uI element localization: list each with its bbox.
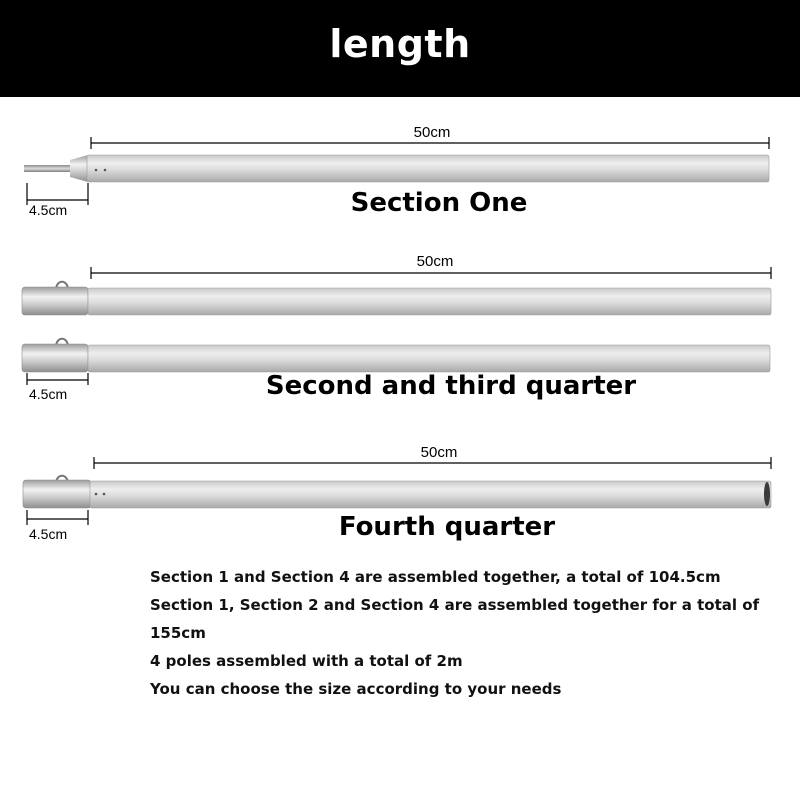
section-caption: Second and third quarter — [265, 371, 637, 401]
note-line: Section 1, Section 2 and Section 4 are assembled together for a total of 155cm — [150, 596, 760, 642]
length-label: 50cm — [413, 124, 451, 141]
connector-label: 4.5cm — [29, 202, 68, 218]
assembly-notes — [150, 563, 790, 703]
section-caption: Section One — [350, 188, 528, 218]
pole-section-three — [22, 339, 770, 372]
section-caption: Fourth quarter — [338, 512, 556, 542]
pole-section-four — [23, 476, 771, 508]
note-line: You can choose the size according to your needs — [150, 680, 562, 698]
section-one-group — [24, 124, 769, 218]
section-two-three-group — [22, 253, 771, 402]
note-line: Section 1 and Section 4 are assembled together, a total of 104.5cm — [150, 568, 721, 586]
connector-dimension-line — [27, 510, 88, 525]
pole-section-one — [24, 155, 769, 182]
length-label: 50cm — [420, 444, 458, 461]
connector-label: 4.5cm — [29, 526, 68, 542]
length-label: 50cm — [416, 253, 454, 270]
connector-dimension-line — [27, 373, 88, 385]
pole-section-two — [22, 282, 771, 315]
section-four-group — [23, 444, 771, 542]
page-title: length — [329, 22, 471, 66]
note-line: 4 poles assembled with a total of 2m — [150, 652, 463, 670]
connector-label: 4.5cm — [29, 386, 68, 402]
